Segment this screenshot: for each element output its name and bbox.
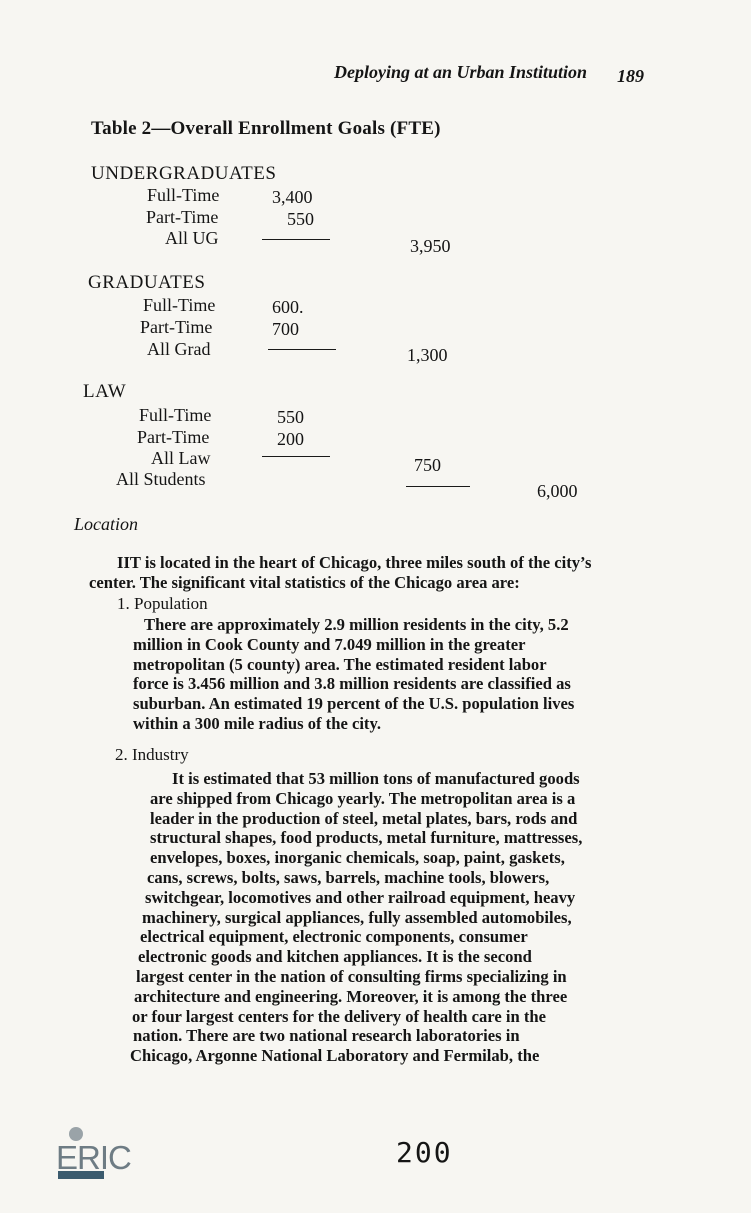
section-heading-undergraduates: UNDERGRADUATES — [91, 163, 277, 184]
eric-logo — [56, 1125, 131, 1183]
row-label: Part-Time — [146, 207, 219, 227]
row-value: 700 — [272, 319, 299, 339]
row-label: Part-Time — [137, 427, 210, 447]
section-heading-graduates: GRADUATES — [88, 272, 206, 293]
text-line: It is estimated that 53 million tons of manufactured goods — [172, 769, 580, 788]
text-line: largest center in the nation of consulting firms specializing in — [136, 966, 567, 986]
running-title: Deploying at an Urban Institution — [334, 62, 588, 82]
text-line: leader in the production of steel, metal plates, bars, rods and — [150, 808, 578, 828]
subtotal-rule — [262, 456, 330, 457]
row-value: 550 — [287, 209, 314, 229]
subtotal-rule — [268, 349, 336, 350]
text-line: within a 300 mile radius of the city. — [133, 713, 381, 733]
total-label: All Law — [151, 448, 211, 468]
subtotal-rule — [262, 239, 330, 240]
text-line: force is 3.456 million and 3.8 million residents are classified as — [133, 674, 571, 694]
text-line: suburban. An estimated 19 percent of the U.S. population lives — [133, 694, 575, 714]
text-line: architecture and engineering. Moreover, it is among the three — [134, 986, 568, 1006]
text-line: cans, screws, bolts, saws, barrels, machine tools, blowers, — [147, 867, 550, 887]
text-line: switchgear, locomotives and other railroad equipment, heavy — [145, 887, 576, 907]
eric-logo-text: ERIC — [56, 1139, 131, 1176]
text-line: nation. There are two national research laboratories in — [133, 1026, 520, 1046]
text-line: machinery, surgical appliances, fully assembled automobiles, — [142, 907, 572, 927]
row-value: 200 — [277, 429, 304, 449]
text-line: IIT is located in the heart of Chicago, three miles south of the city’s — [117, 553, 592, 572]
row-label: Part-Time — [140, 317, 213, 337]
total-value: 750 — [414, 455, 441, 475]
location-intro — [89, 553, 632, 593]
row-label: Full-Time — [139, 405, 212, 425]
table-title: Table 2—Overall Enrollment Goals (FTE) — [91, 118, 441, 139]
text-line: or four largest centers for the delivery of health care in the — [132, 1006, 546, 1026]
text-line: There are approximately 2.9 million residents in the city, 5.2 — [144, 615, 569, 634]
text-line: center. The significant vital statistics of the Chicago area are: — [89, 572, 520, 592]
header-page-number: 189 — [617, 66, 644, 86]
text-line: structural shapes, food products, metal furniture, mattresses, — [150, 828, 583, 848]
text-line: electronic goods and kitchen appliances. It is the second — [138, 947, 532, 967]
grand-total-rule — [406, 486, 470, 487]
footer-page-number: 200 — [396, 1136, 453, 1169]
industry-paragraph — [130, 769, 617, 1066]
text-line: Chicago, Argonne National Laboratory and Fermilab, the — [130, 1046, 540, 1066]
total-label: All Grad — [147, 339, 211, 359]
text-line: are shipped from Chicago yearly. The metropolitan area is a — [150, 788, 576, 808]
row-label: Full-Time — [143, 295, 216, 315]
grand-total-value: 6,000 — [537, 481, 578, 501]
text-line: electrical equipment, electronic components, consumer — [140, 927, 528, 947]
total-value: 1,300 — [407, 345, 448, 365]
location-heading: Location — [74, 514, 139, 534]
grand-total-label: All Students — [116, 469, 206, 489]
row-value: 550 — [277, 407, 304, 427]
text-line: million in Cook County and 7.049 million in the greater — [133, 634, 526, 654]
section-heading-law: LAW — [83, 381, 127, 402]
row-value: 600. — [272, 297, 304, 317]
item-population-label: 1. Population — [117, 594, 208, 613]
total-label: All UG — [165, 228, 219, 248]
text-line: metropolitan (5 county) area. The estimated resident labor — [133, 654, 547, 674]
row-value: 3,400 — [272, 187, 313, 207]
population-paragraph — [133, 615, 623, 734]
total-value: 3,950 — [410, 236, 451, 256]
item-industry-label: 2. Industry — [115, 745, 189, 764]
row-label: Full-Time — [147, 185, 220, 205]
text-line: envelopes, boxes, inorganic chemicals, soap, paint, gaskets, — [150, 848, 565, 868]
